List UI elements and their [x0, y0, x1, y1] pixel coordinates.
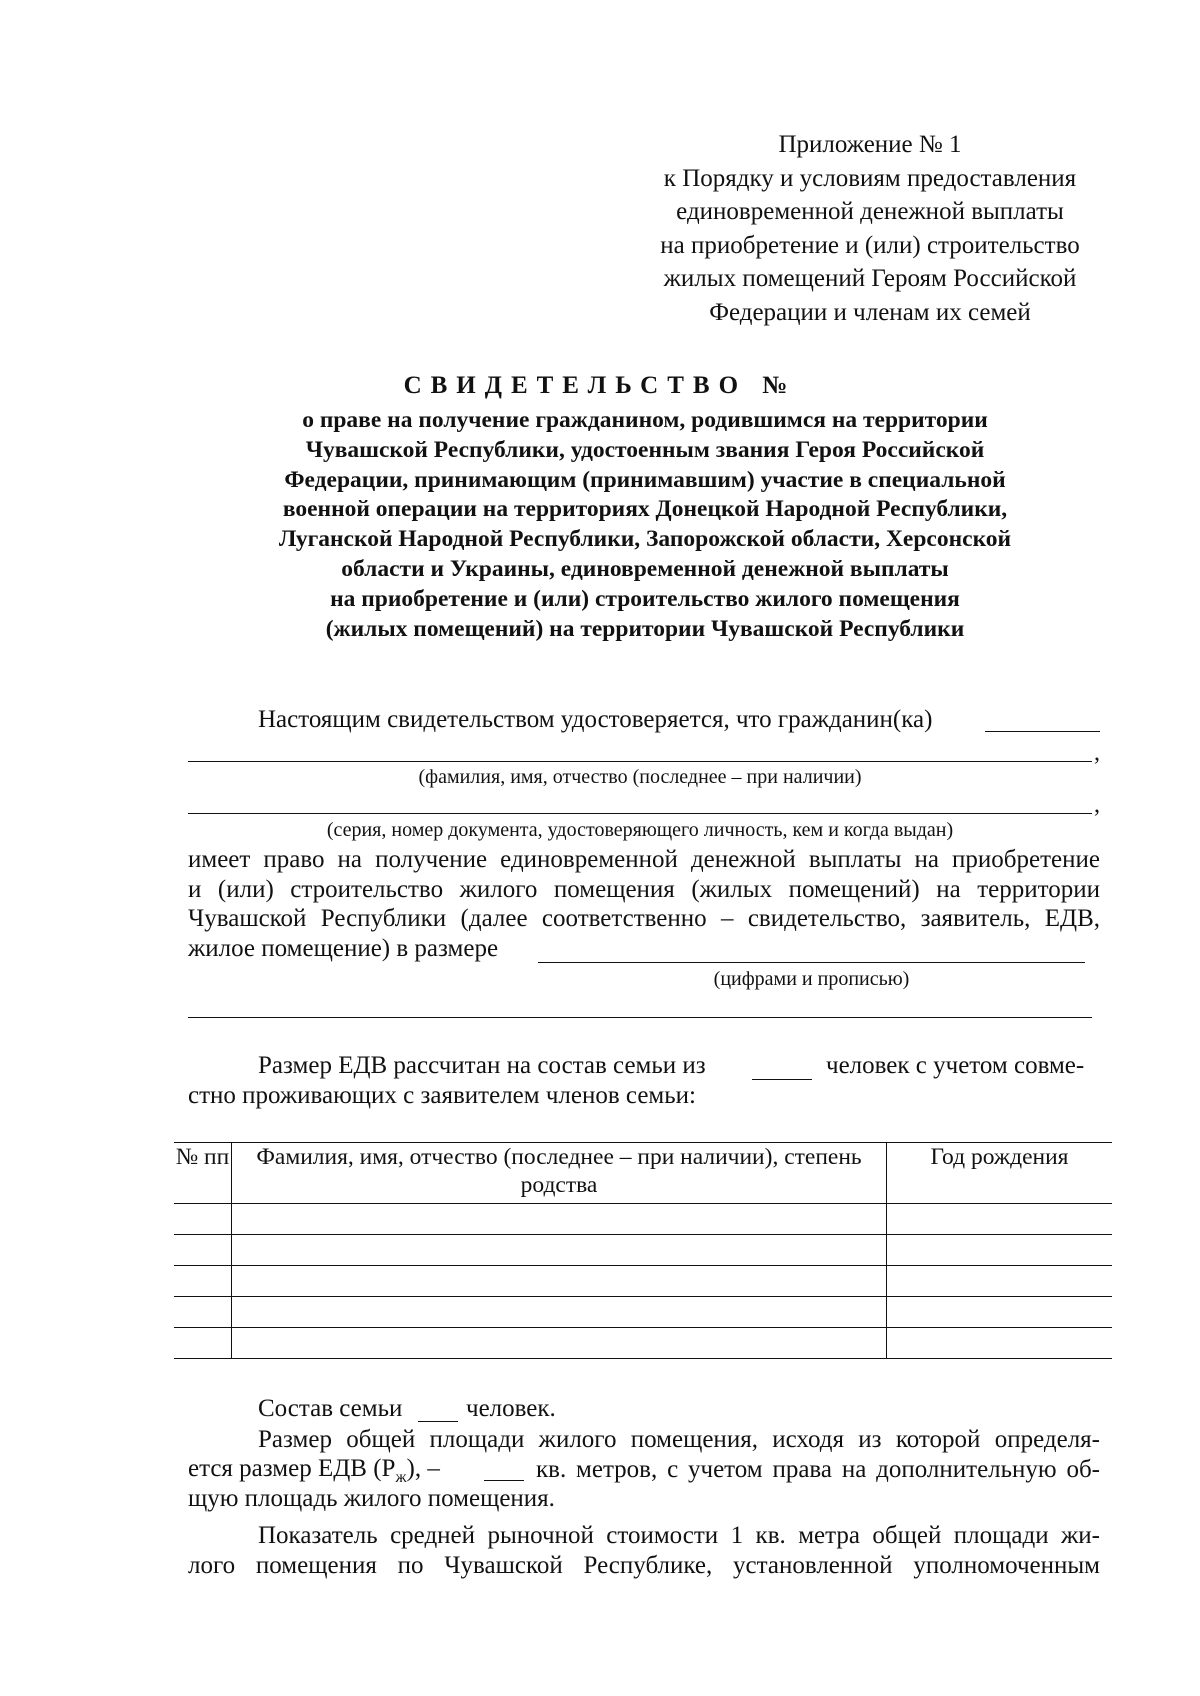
certificate-subtitle [200, 406, 1090, 644]
family-text-2: стно проживающих с заявителем членов семьи: [188, 1082, 696, 1109]
cell-year[interactable] [887, 1297, 1113, 1328]
header-year: Год рождения [887, 1143, 1113, 1204]
certify-text: Настоящим свидетельством удостоверяется, что гражданин(ка) [258, 706, 933, 733]
cell-num[interactable] [174, 1328, 232, 1359]
doc-comma: , [1094, 792, 1100, 818]
appendix-header [640, 128, 1100, 329]
table-header-row [174, 1143, 1112, 1204]
price-paragraph [188, 1521, 1100, 1580]
area-text-a-tail: ), – [406, 1455, 440, 1482]
family-size-blank-field[interactable] [752, 1079, 812, 1080]
fio-comma: , [1094, 740, 1100, 766]
table-row [174, 1235, 1112, 1266]
family-text-a: Размер ЕДВ рассчитан на состав семьи из [258, 1052, 706, 1079]
cell-num[interactable] [174, 1204, 232, 1235]
cell-name[interactable] [232, 1235, 887, 1266]
area-paragraph [188, 1425, 1100, 1455]
amount-blank-field[interactable] [538, 962, 1085, 963]
cell-year[interactable] [887, 1266, 1113, 1297]
paragraph-line: лого помещения по Чувашской Республике, установленной уполномоченным [188, 1551, 1100, 1579]
subtitle-line: Чувашской Республики, удостоенным звания Героя Российской [305, 436, 985, 463]
subtitle-line: на приобретение и (или) строительство жилого помещения [330, 585, 960, 612]
document-caption: (серия, номер документа, удостоверяющего личность, кем и когда выдан) [326, 819, 954, 841]
family-count-text-a: Состав семьи [258, 1395, 403, 1422]
subtitle-line: Федерации, принимающим (принимавшим) участие в специальной [284, 466, 1006, 493]
amount-caption: (цифрами и прописью) [713, 968, 910, 990]
right-paragraph [188, 845, 1100, 934]
cell-name[interactable] [232, 1297, 887, 1328]
family-text-b: человек с учетом совме- [826, 1052, 1085, 1079]
paragraph-line: Чувашской Республики (далее соответственно – свидетельство, заявитель, ЕДВ, [188, 905, 1100, 932]
appendix-line: на приобретение и (или) строительство [660, 231, 1080, 259]
cell-name[interactable] [232, 1328, 887, 1359]
area-text-a-main: ется размер ЕДВ (Р [188, 1455, 396, 1482]
document-blank-field[interactable] [188, 813, 1092, 814]
appendix-line: Федерации и членам их семей [709, 298, 1031, 326]
certificate-title: СВИДЕТЕЛЬСТВО № [403, 372, 797, 399]
area-text-a [188, 1455, 440, 1487]
fio-blank-field[interactable] [188, 761, 1092, 762]
family-count-blank-field[interactable] [418, 1421, 458, 1422]
area-subscript: ж [395, 1469, 407, 1486]
subtitle-line: области и Украины, единовременной денежной выплаты [341, 555, 949, 582]
appendix-line: жилых помещений Героям Российской [663, 265, 1077, 292]
subtitle-line: (жилых помещений) на территории Чувашской Республики [325, 615, 965, 642]
cell-year[interactable] [887, 1204, 1113, 1235]
cell-year[interactable] [887, 1235, 1113, 1266]
header-num: № пп [174, 1143, 232, 1204]
area-blank-field[interactable] [484, 1480, 524, 1481]
cell-name[interactable] [232, 1266, 887, 1297]
cell-num[interactable] [174, 1297, 232, 1328]
family-members-table [174, 1142, 1112, 1359]
paragraph-line: Показатель средней рыночной стоимости 1 кв. метра общей площади жи- [258, 1522, 1100, 1549]
subtitle-line: военной операции на территориях Донецкой Народной Республики, [282, 496, 1008, 523]
citizen-blank-field[interactable] [985, 731, 1100, 732]
subtitle-line: Луганской Народной Республики, Запорожской области, Херсонской [278, 526, 1012, 553]
cell-num[interactable] [174, 1235, 232, 1266]
cell-num[interactable] [174, 1266, 232, 1297]
paragraph-line: кв. метров, с учетом права на дополнительную об- [536, 1456, 1100, 1483]
paragraph-line: и (или) строительство жилого помещения (жилых помещений) на территории [188, 875, 1100, 903]
paragraph-line: имеет право на получение единовременной денежной выплаты на приобретение [188, 846, 1100, 873]
appendix-line: к Порядку и условиям предоставления [663, 164, 1077, 192]
table-row [174, 1328, 1112, 1359]
table-row [174, 1204, 1112, 1235]
table-row [174, 1266, 1112, 1297]
appendix-line: единовременной денежной выплаты [676, 198, 1064, 225]
fio-caption: (фамилия, имя, отчество (последнее – при наличии) [418, 766, 862, 788]
amount-words-blank-field[interactable] [188, 1017, 1092, 1018]
size-text: жилое помещение) в размере [188, 935, 499, 962]
paragraph-line: Размер общей площади жилого помещения, исходя из которой определя- [258, 1426, 1100, 1453]
cell-year[interactable] [887, 1328, 1113, 1359]
area-paragraph-tail [536, 1455, 1100, 1485]
subtitle-line: о праве на получение гражданином, родившимся на территории [302, 407, 988, 433]
family-count-text-b: человек. [466, 1395, 556, 1422]
appendix-line: Приложение № 1 [778, 131, 962, 158]
header-name: Фамилия, имя, отчество (последнее – при наличии), степень родства [232, 1143, 887, 1204]
table-row [174, 1297, 1112, 1328]
area-text-3: щую площадь жилого помещения. [188, 1485, 555, 1512]
cell-name[interactable] [232, 1204, 887, 1235]
